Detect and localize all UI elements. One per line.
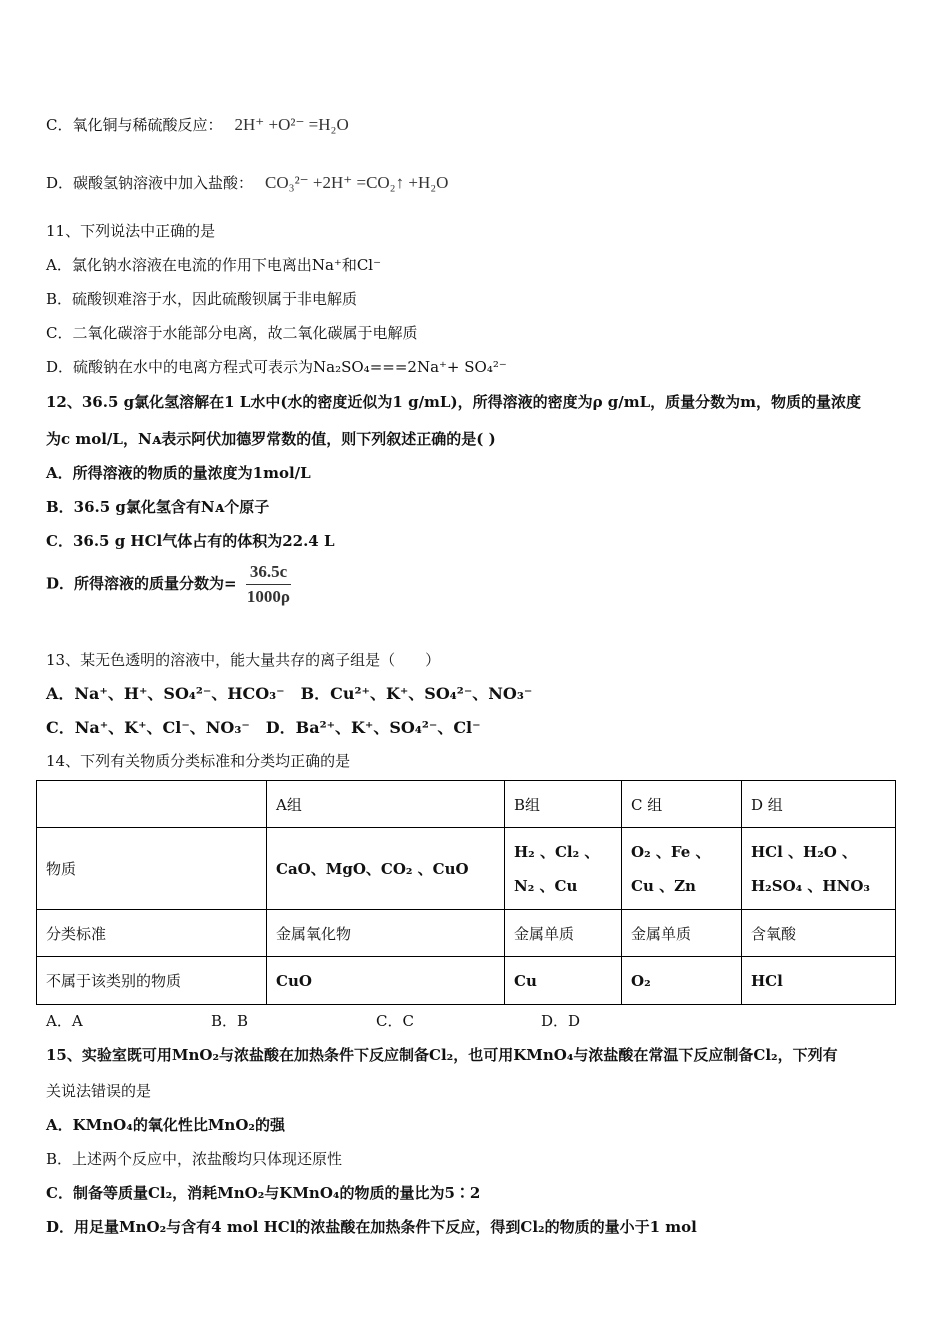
q10-option-d-label: D．碳酸氢钠溶液中加入盐酸： — [46, 174, 254, 192]
table-header-cell: A组 — [267, 781, 505, 828]
table-cell: CaO、MgO、CO₂ 、CuO — [267, 828, 505, 910]
q15-stem-line1: 15、实验室既可用MnO₂与浓盐酸在加热条件下反应制备Cl₂，也可用KMnO₄与浓盐酸在常温下反应制备Cl₂，下列有 — [46, 1046, 838, 1064]
table-row — [37, 957, 896, 1005]
table-header-cell: C 组 — [622, 781, 742, 828]
table-cell: O₂ — [622, 957, 742, 1005]
q12-option-d — [46, 562, 291, 607]
fraction-numerator: 36.5c — [246, 562, 291, 585]
q10-option-d-equation: CO₃²⁻ +2H⁺ =CO₂↑ +H₂O — [265, 173, 449, 192]
q15-option-c: C．制备等质量Cl₂，消耗MnO₂与KMnO₄的物质的量比为5∶2 — [46, 1184, 481, 1202]
q15-option-d: D．用足量MnO₂与含有4 mol HCl的浓盐酸在加热条件下反应，得到Cl₂的物质的量小于1 mol — [46, 1218, 697, 1236]
q12-option-d-fraction — [246, 562, 291, 607]
table-header-row — [37, 781, 896, 828]
table-header-cell: D 组 — [742, 781, 896, 828]
table-row — [37, 910, 896, 957]
q15-option-a: A．KMnO₄的氧化性比MnO₂的强 — [46, 1116, 285, 1134]
table-header-cell: B组 — [505, 781, 622, 828]
table-cell: HCl 、H₂O 、H₂SO₄ 、HNO₃ — [742, 828, 896, 910]
table-row — [37, 828, 896, 910]
q12-option-a: A．所得溶液的物质的量浓度为1mol/L — [46, 464, 311, 482]
q12-option-c: C．36.5 g HCl气体占有的体积为22.4 L — [46, 532, 335, 550]
q10-option-c-equation: 2H⁺ +O²⁻ =H₂O — [234, 115, 349, 134]
table-cell: CuO — [267, 957, 505, 1005]
table-cell: Cu — [505, 957, 622, 1005]
q11-option-d: D．硫酸钠在水中的电离方程式可表示为Na₂SO₄===2Na⁺+ SO₄²⁻ — [46, 358, 507, 376]
q14-stem: 14、下列有关物质分类标准和分类均正确的是 — [46, 752, 351, 770]
q10-option-c-label: C．氧化铜与稀硫酸反应： — [46, 116, 223, 134]
table-cell: 金属单质 — [505, 910, 622, 957]
table-cell: O₂ 、Fe 、Cu 、Zn — [622, 828, 742, 910]
q11-option-a: A．氯化钠水溶液在电流的作用下电离出Na⁺和Cl⁻ — [46, 256, 382, 274]
table-cell: 金属氧化物 — [267, 910, 505, 957]
table-cell: 分类标准 — [37, 910, 267, 957]
q11-option-c: C．二氧化碳溶于水能部分电离，故二氧化碳属于电解质 — [46, 324, 418, 342]
q11-option-b: B．硫酸钡难溶于水，因此硫酸钡属于非电解质 — [46, 290, 358, 308]
q14-choice-d: D．D — [541, 1012, 581, 1030]
q15-stem-line2: 关说法错误的是 — [46, 1082, 152, 1100]
q14-choice-b: B．B — [211, 1012, 249, 1030]
table-cell: HCl — [742, 957, 896, 1005]
q15-option-b: B．上述两个反应中，浓盐酸均只体现还原性 — [46, 1150, 343, 1168]
q14-classification-table — [36, 780, 896, 1005]
fraction-denominator: 1000ρ — [246, 587, 291, 606]
q12-option-d-label: D．所得溶液的质量分数为= — [46, 574, 237, 593]
q13-options-row2: C．Na⁺、K⁺、Cl⁻、NO₃⁻ D．Ba²⁺、K⁺、SO₄²⁻、Cl⁻ — [46, 718, 481, 737]
q14-choices — [46, 1010, 706, 1031]
q14-choice-c: C．C — [376, 1012, 414, 1030]
table-cell: 不属于该类别的物质 — [37, 957, 267, 1005]
q12-stem-line2: 为c mol/L，Nᴀ表示阿伏加德罗常数的值，则下列叙述正确的是( ) — [46, 430, 496, 448]
q10-option-c — [46, 114, 349, 135]
q13-stem: 13、某无色透明的溶液中，能大量共存的离子组是（ ） — [46, 651, 441, 669]
table-header-cell — [37, 781, 267, 828]
q10-option-d — [46, 172, 448, 193]
table-cell: H₂ 、Cl₂ 、N₂ 、Cu — [505, 828, 622, 910]
table-cell: 含氧酸 — [742, 910, 896, 957]
q11-stem: 11、下列说法中正确的是 — [46, 222, 216, 240]
table-cell: 金属单质 — [622, 910, 742, 957]
q13-options-row1: A．Na⁺、H⁺、SO₄²⁻、HCO₃⁻ B．Cu²⁺、K⁺、SO₄²⁻、NO₃⁻ — [46, 684, 533, 703]
table-cell: 物质 — [37, 828, 267, 910]
q12-stem-line1: 12、36.5 g氯化氢溶解在1 L水中(水的密度近似为1 g/mL)，所得溶液的密度为ρ g/mL，质量分数为m，物质的量浓度 — [46, 393, 862, 411]
q12-option-b: B．36.5 g氯化氢含有Nᴀ个原子 — [46, 498, 270, 516]
q14-choice-a: A．A — [46, 1012, 83, 1030]
